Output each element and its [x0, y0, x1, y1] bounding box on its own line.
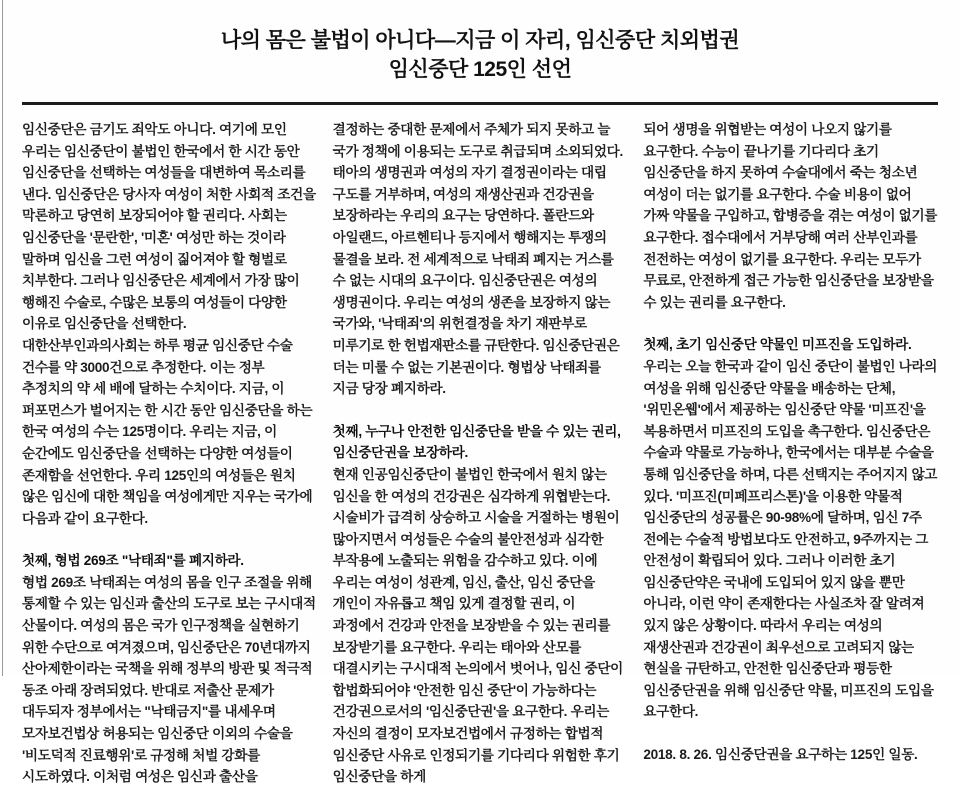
date-signature-line: 2018. 8. 26. 임신중단권을 요구하는 125인 일동. [643, 747, 918, 763]
body-paragraph: 되어 생명을 위협받는 여성이 나오지 않기를 요구한다. 수능이 끝나기를 기다리다 초기 임신중단을 하지 못하여 수술대에서 죽는 청소년 여성이 더는 없기를 요구한다. 수술 비용이 없어 가짜 약물을 구입하고, 합병증을 겪는 여성이 없기를 요구한다. 접수대에서 거부당해 여러 산부인과를 전전하는 여성이 없기를 요구한다. 우리는 모두가 무료로, 안전하게 접근 가능한 임신중단을 보장받을 수 있는 권리를 요구한다. [643, 122, 938, 310]
scan-edge-line [2, 0, 3, 676]
text-columns [0, 105, 960, 809]
section-heading: 첫째, 초기 임신중단 약물인 미프진을 도입하라. [643, 337, 912, 353]
body-paragraph: 결정하는 중대한 문제에서 주체가 되지 못하고 늘 국가 정책에 이용되는 도구로 취급되며 소외되었다. 태아의 생명권과 여성의 자기 결정권이라는 대립 구도를 거부하며, 여성의 재생산권과 건강권을 보장하라는 우리의 요구는 당연하다. 폴란드와 아일랜드, 아르헨티나 등지에서 행해지는 투쟁의 물결을 보라. 전 세계적으로 낙태죄 폐지는 거스를 수 없는 시대의 요구이다. 임신중단권은 여성의 생명권이다. 우리는 여성의 생존을 보장하지 않는 국가와, '낙태죄'의 위헌결정을 차기 재판부로 미루기로 한 헌법재판소를 규탄한다. 임신중단권은 더는 미룰 수 없는 기본권이다. 형법상 낙태죄를 지금 당장 폐지하라. [332, 122, 623, 397]
page-title-line2: 임신중단 125인 선언 [388, 58, 572, 81]
section-heading: 첫째, 형법 269조 "낙태죄"를 폐지하라. [22, 553, 244, 569]
column-2 [333, 119, 628, 809]
column-1 [22, 119, 317, 809]
body-paragraph: 형법 269조 낙태죄는 여성의 몸을 인구 조절을 위해 통제할 수 있는 임신과 출산의 도구로 보는 구시대적 산물이다. 여성의 몸은 국가 인구정책을 실현하기 위한 수단으로 여겨졌으며, 임신중단은 70년대까지 산아제한이라는 국책을 위해 정부의 방관 및 적극적 동조 아래 장려되었다. 반대로 저출산 문제가 대두되자 정부에서는 "낙태금지"를 내세우며 모자보건법상 허용되는 임신중단 이외의 수술을 '비도덕적 진료행위'로 규정해 처벌 강화를 시도하였다. 이처럼 여성은 임신과 출산을 [22, 574, 316, 785]
body-paragraph: 우리는 오늘 한국과 같이 임신 중단이 불법인 나라의 여성을 위해 임신중단 약물을 배송하는 단체, '위민온웹'에서 제공하는 임신중단 약물 '미프진'을 복용하면서 미프진의 도입을 촉구한다. 임신중단은 수술과 약물로 가능하나, 한국에서는 대부분 수술을 통해 임신중단을 하며, 다른 선택지는 주어지지 않고 있다. '미프진(미페프리스톤)'을 이용한 약물적 임신중단의 성공률은 90-98%에 달하며, 임신 7주 전에는 수술적 방법보다도 안전하고, 9주까지는 그 안전성이 확립되어 있다. 그러나 이러한 초기 임신중단약은 국내에 도입되어 있지 않을 뿐만 아니라, 이런 약이 존재한다는 사실조차 잘 알려져 있지 않은 상황이다. 따라서 우리는 여성의 재생산권과 건강권이 최우선으로 고려되지 않는 현실을 규탄하고, 안전한 임신중단과 평등한 임신중단권을 위해 임신중단 약물, 미프진의 도입을 요구한다. [643, 358, 938, 720]
page-title-line1: 나의 몸은 불법이 아니다—지금 이 자리, 임신중단 치외법권 [220, 29, 740, 52]
column-3 [643, 119, 938, 787]
page-title [30, 26, 930, 84]
body-paragraph: 현재 인공임신중단이 불법인 한국에서 원치 않는 임신을 한 여성의 건강권은 심각하게 위협받는다. 시술비가 급격히 상승하고 시술을 거절하는 병원이 많아지면서 여성들은 수술의 불안전성과 심각한 부작용에 노출되는 위험을 감수하고 있다. 이에 우리는 여성이 성관계, 임신, 출산, 임신 중단을 개인이 자유롭고 책임 있게 결정할 권리, 이 과정에서 건강과 안전을 보장받을 수 있는 권리를 보장받기를 요구한다. 우리는 태아와 산모를 대결시키는 구시대적 논의에서 벗어나, 임신 중단이 합법화되어야 '안전한 임신 중단'이 가능하다는 건강권으로서의 '임신중단권'을 요구한다. 우리는 자신의 결정이 모자보건법에서 규정하는 합법적 임신중단 사유로 인정되기를 기다리다 위험한 후기 임신중단을 하게 [332, 466, 623, 785]
body-paragraph: 임신중단은 금기도 죄악도 아니다. 여기에 모인 우리는 임신중단이 불법인 한국에서 한 시간 동안 임신중단을 선택하는 여성들을 대변하여 목소리를 낸다. 임신중단은 당사자 여성이 처한 사회적 조건을 막론하고 당연히 보장되어야 할 권리다. 사회는 임신중단을 '문란한', '미혼' 여성만 하는 것이라 말하며 임신을 그런 여성이 짊어져야 할 형벌로 치부한다. 그러나 임신중단은 세계에서 가장 많이 행해진 수술로, 수많은 보통의 여성들이 다양한 이유로 임신중단을 선택한다. 대한산부인과의사회는 하루 평균 임신중단 수술 건수를 약 3000건으로 추정한다. 이는 정부 추정치의 약 세 배에 달하는 수치이다. 지금, 이 퍼포먼스가 벌어지는 한 시간 동안 임신중단을 하는 한국 여성의 수는 125명이다. 우리는 지금, 이 순간에도 임신중단을 선택하는 다양한 여성들이 존재함을 선언한다. 우리 125인의 여성들은 원치 않은 임신에 대한 책임을 여성에게만 지우는 국가에 다음과 같이 요구한다. [22, 122, 316, 526]
section-heading: 첫째, 누구나 안전한 임신중단을 받을 수 있는 권리, 임신중단권을 보장하라. [332, 423, 621, 461]
